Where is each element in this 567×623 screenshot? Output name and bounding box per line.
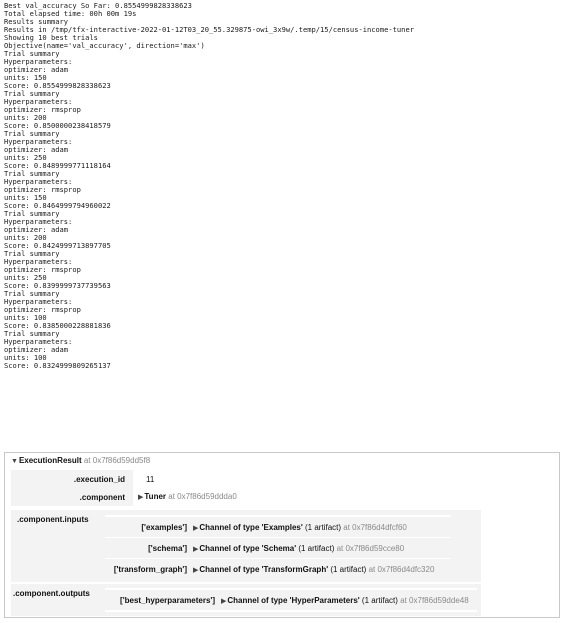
execution-id-value: 11 — [146, 475, 155, 484]
log-line: Hyperparameters: — [4, 57, 73, 66]
tuner-log-output — [4, 2, 414, 370]
log-line: Showing 10 best trials — [4, 33, 98, 42]
log-line: optimizer: rmsprop — [4, 265, 81, 274]
execution-result-address: at 0x7f86d59dd5f8 — [83, 456, 151, 465]
log-line: optimizer: rmsprop — [4, 185, 81, 194]
channel-key: ['schema'] — [148, 544, 187, 553]
execution-result-title: ExecutionResult — [18, 456, 82, 465]
collapse-triangle-icon[interactable]: ▼ — [11, 458, 18, 465]
execution-id-key-cell — [11, 470, 133, 488]
channel-key: ['examples'] — [141, 523, 187, 532]
log-line: Trial summary — [4, 169, 60, 178]
channel-artifact-count: (1 artifact) — [328, 565, 369, 574]
expand-triangle-icon[interactable]: ▶ — [138, 494, 144, 501]
channel-prefix: Channel of type — [199, 544, 262, 553]
channel-artifact-count: (1 artifact) — [302, 523, 344, 532]
log-line: Trial summary — [4, 129, 60, 138]
channel-artifact-count: (1 artifact) — [359, 596, 401, 605]
component-outputs-key: .component.outputs — [13, 589, 90, 598]
channel-address: at 0x7f86d4dfcf60 — [343, 523, 407, 532]
channel-type: 'Examples' — [261, 523, 303, 532]
component-address: at 0x7f86d59ddda0 — [168, 492, 237, 501]
log-line: Trial summary — [4, 89, 60, 98]
channel-key: ['best_hyperparameters'] — [120, 596, 215, 605]
log-line: units: 200 — [4, 113, 47, 122]
component-inputs-key: .component.inputs — [17, 515, 89, 524]
channel-type: 'Schema' — [261, 544, 297, 553]
channel-address: at 0x7f86d4dfc320 — [368, 565, 435, 574]
log-line: Score: 0.8500000238418579 — [4, 121, 111, 130]
log-line: optimizer: rmsprop — [4, 105, 81, 114]
expand-triangle-icon[interactable]: ▶ — [193, 567, 199, 574]
execution-result-panel — [4, 452, 560, 618]
channel-row — [105, 590, 477, 610]
log-line: units: 150 — [4, 193, 47, 202]
channel-value[interactable] — [193, 523, 407, 532]
log-line: units: 150 — [4, 73, 47, 82]
channel-value[interactable] — [193, 544, 404, 553]
log-line: Trial summary — [4, 289, 60, 298]
log-line: Hyperparameters: — [4, 97, 73, 106]
log-line: Score: 0.8424999713897705 — [4, 241, 111, 250]
execution-result-header[interactable] — [11, 456, 150, 465]
log-line: Hyperparameters: — [4, 337, 73, 346]
log-line: Trial summary — [4, 329, 60, 338]
component-name: Tuner — [144, 492, 167, 501]
component-key: .component — [79, 493, 125, 502]
channel-artifact-count: (1 artifact) — [296, 544, 337, 553]
channel-prefix: Channel of type — [227, 596, 290, 605]
channel-row — [105, 517, 451, 537]
log-line: Trial summary — [4, 209, 60, 218]
log-line: Hyperparameters: — [4, 137, 73, 146]
channel-row — [105, 559, 451, 579]
component-inputs-row — [11, 510, 481, 582]
log-line: units: 250 — [4, 273, 47, 282]
log-line: Score: 0.8464999794960022 — [4, 201, 111, 210]
log-line: Total elapsed time: 00h 00m 19s — [4, 9, 137, 18]
inputs-table — [105, 515, 451, 578]
log-line: Hyperparameters: — [4, 257, 73, 266]
log-line: optimizer: adam — [4, 65, 69, 74]
channel-value[interactable] — [193, 565, 434, 574]
log-line: units: 100 — [4, 313, 47, 322]
component-value[interactable] — [138, 492, 237, 501]
outputs-table — [105, 588, 477, 612]
log-line: Trial summary — [4, 49, 60, 58]
log-line: Score: 0.8399999737739563 — [4, 281, 111, 290]
channel-address: at 0x7f86d59cce80 — [336, 544, 405, 553]
channel-value[interactable] — [221, 596, 469, 605]
log-line: optimizer: rmsprop — [4, 305, 81, 314]
log-line: Hyperparameters: — [4, 217, 73, 226]
channel-prefix: Channel of type — [199, 565, 262, 574]
log-line: units: 200 — [4, 233, 47, 242]
log-line: units: 100 — [4, 353, 47, 362]
expand-triangle-icon[interactable]: ▶ — [221, 598, 227, 605]
log-line: Hyperparameters: — [4, 297, 73, 306]
channel-row — [105, 538, 451, 558]
log-line: Score: 0.8489999771118164 — [4, 161, 111, 170]
expand-triangle-icon[interactable]: ▶ — [193, 546, 199, 553]
log-line: Trial summary — [4, 249, 60, 258]
channel-address: at 0x7f86d59dde48 — [400, 596, 469, 605]
log-line: optimizer: adam — [4, 225, 69, 234]
component-outputs-row — [11, 584, 481, 616]
channel-prefix: Channel of type — [199, 523, 262, 532]
log-line: Objective(name='val_accuracy', direction='max') — [4, 41, 205, 50]
execution-id-key: .execution_id — [73, 475, 125, 484]
log-line: Score: 0.8554999828338623 — [4, 81, 111, 90]
log-line: Score: 0.8324999809265137 — [4, 361, 111, 370]
log-line: Results summary — [4, 17, 69, 26]
log-line: Best val_accuracy So Far: 0.8554999828338623 — [4, 1, 192, 10]
expand-triangle-icon[interactable]: ▶ — [193, 525, 199, 532]
log-line: Hyperparameters: — [4, 177, 73, 186]
channel-key: ['transform_graph'] — [113, 565, 187, 574]
log-line: Results in /tmp/tfx-interactive-2022-01-12T03_20_55.329875-owi_3x9w/.temp/15/census-income-tuner — [4, 25, 414, 34]
log-line: Score: 0.8385000228881836 — [4, 321, 111, 330]
log-line: optimizer: adam — [4, 345, 69, 354]
log-line: optimizer: adam — [4, 145, 69, 154]
channel-type: 'HyperParameters' — [289, 596, 360, 605]
channel-type: 'TransformGraph' — [261, 565, 329, 574]
log-line: units: 250 — [4, 153, 47, 162]
component-key-cell — [11, 488, 133, 506]
